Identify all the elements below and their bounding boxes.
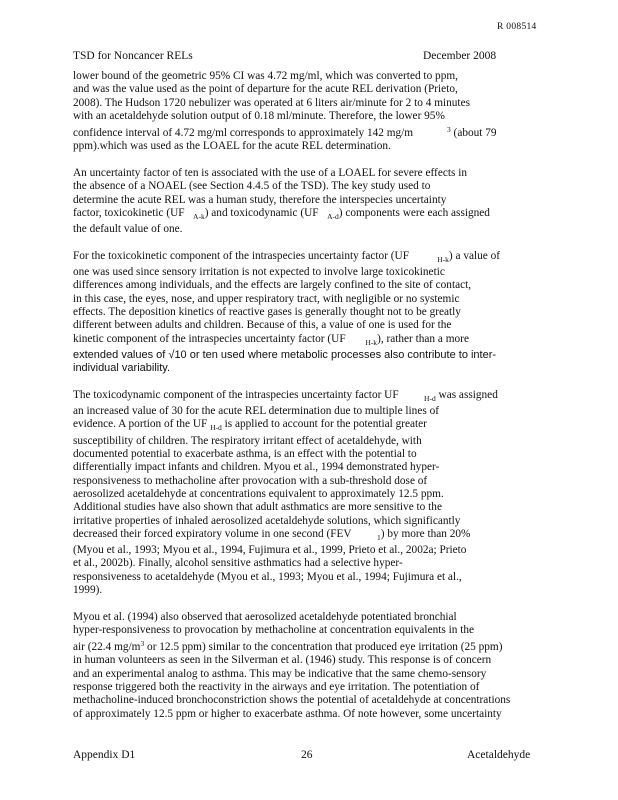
paragraph-5 bbox=[73, 611, 548, 721]
text-line: Myou et al. (1994) also observed that aerosolized acetaldehyde potentiated bronchial bbox=[73, 610, 457, 623]
paragraph-4 bbox=[73, 389, 548, 597]
text-line: determine the acute REL was a human study, therefore the interspecies uncertainty bbox=[73, 193, 447, 206]
text-line: ) components were each assigned bbox=[338, 206, 490, 219]
paragraph-3 bbox=[73, 250, 548, 376]
text-line: in this case, the eyes, nose, and upper respiratory tract, with negligible or no systemic bbox=[73, 292, 460, 305]
text-line: 1999). bbox=[73, 583, 103, 596]
text-line: responsiveness to methacholine after provocation with a sub-threshold dose of bbox=[73, 474, 428, 487]
text-line: extended values of √10 or ten used where metabolic processes also contribute to inter- bbox=[73, 348, 497, 361]
text-line: An uncertainty factor of ten is associated with the use of a LOAEL for severe effects in bbox=[73, 167, 467, 180]
text-line: ) a value of bbox=[448, 249, 501, 262]
footer-chemical: Acetaldehyde bbox=[467, 749, 531, 761]
text-line: evidence. A portion of the UF bbox=[73, 418, 208, 431]
text-line: or 12.5 ppm) similar to the concentration that produced eye irritation (25 ppm) bbox=[144, 641, 503, 654]
text-line: of approximately 12.5 ppm or higher to exacerbate asthma. Of note however, some uncertainty bbox=[73, 707, 502, 720]
text-line: ) by more than 20% bbox=[380, 527, 471, 540]
text-line: an increased value of 30 for the acute REL determination due to multiple lines of bbox=[73, 405, 439, 418]
text-line: ) and toxicodynamic (UF bbox=[204, 206, 319, 219]
subscript: H-d bbox=[424, 393, 436, 403]
paragraph-1 bbox=[73, 70, 548, 154]
header-date: December 2008 bbox=[423, 50, 497, 62]
text-line: The toxicodynamic component of the intraspecies uncertainty factor UF bbox=[73, 388, 399, 401]
text-line: factor, toxicokinetic (UF bbox=[73, 206, 185, 219]
text-line: susceptibility of children. The respiratory irritant effect of acetaldehyde, with bbox=[73, 434, 422, 447]
text-line: with an acetaldehyde solution output of 0.18 ml/minute. Therefore, the lower 95% bbox=[73, 109, 445, 122]
text-line: the default value of one. bbox=[73, 223, 183, 236]
document-body bbox=[73, 70, 548, 734]
text-line: in human volunteers as seen in the Silverman et al. (1946) study. This response is of concern bbox=[73, 654, 492, 667]
footer-appendix: Appendix D1 bbox=[73, 749, 136, 761]
text-line: et al., 2002b). Finally, alcohol sensitive asthmatics had a selective hyper- bbox=[73, 557, 403, 570]
text-line: documented potential to exacerbate asthma, is an effect with the potential to bbox=[73, 448, 417, 461]
text-line: confidence interval of 4.72 mg/ml corresponds to approximately 142 mg/m bbox=[73, 127, 414, 140]
text-line: responsiveness to acetaldehyde (Myou et al., 1993; Myou et al., 1994; Fujimura et al., bbox=[73, 570, 462, 583]
text-line: For the toxicokinetic component of the intraspecies uncertainty factor (UF bbox=[73, 249, 409, 262]
subscript: H-d bbox=[210, 423, 222, 433]
text-line: lower bound of the geometric 95% CI was 4.72 mg/ml, which was converted to ppm, bbox=[73, 70, 458, 82]
text-line: and was the value used as the point of departure for the acute REL derivation (Prieto, bbox=[73, 83, 458, 96]
text-line: (Myou et al., 1993; Myou et al., 1994, Fujimura et al., 1999, Prieto et al., 2002a; Prieto bbox=[73, 544, 467, 557]
footer-page-number: 26 bbox=[301, 749, 313, 761]
superscript: 3 bbox=[140, 639, 145, 649]
text-line: one was used since sensory irritation is not expected to involve large toxicokinetic bbox=[73, 266, 445, 279]
text-line: is applied to account for the potential greater bbox=[221, 418, 427, 431]
text-line: hyper-responsiveness to provocation by methacholine at concentration equivalents in the bbox=[73, 623, 475, 636]
text-line: was assigned bbox=[435, 388, 498, 401]
header-title: TSD for Noncancer RELs bbox=[73, 50, 193, 62]
text-line: differences among individuals, and the effects are largely confined to the site of contact, bbox=[73, 279, 472, 292]
text-line: ppm).which was used as the LOAEL for the acute REL determination. bbox=[73, 140, 391, 153]
subscript: H-k bbox=[365, 337, 378, 347]
paragraph-2 bbox=[73, 167, 548, 236]
subscript: A-d bbox=[327, 211, 339, 221]
subscript: H-k bbox=[437, 254, 449, 264]
text-line: differentially impact infants and children. Myou et al., 1994 demonstrated hyper- bbox=[73, 461, 440, 474]
text-line: individual variability. bbox=[73, 362, 171, 375]
text-line: 2008). The Hudson 1720 nebulizer was operated at 6 liters air/minute for 2 to 4 minutes bbox=[73, 96, 470, 109]
text-line: air (22.4 mg/m bbox=[73, 641, 141, 654]
subscript: A-k bbox=[193, 211, 205, 221]
superscript: 3 bbox=[446, 125, 451, 135]
text-line: (about 79 bbox=[450, 127, 497, 140]
text-line: aerosolized acetaldehyde at concentrations equivalent to approximately 12.5 ppm. bbox=[73, 487, 444, 500]
text-line: ), rather than a more bbox=[377, 332, 469, 345]
document-number: R 008514 bbox=[497, 22, 537, 32]
text-line: methacholine-induced bronchoconstriction shows the potential of acetaldehyde at concentrations bbox=[73, 694, 511, 707]
text-line: different between adults and children. Because of this, a value of one is used for the bbox=[73, 319, 452, 332]
text-line: Additional studies have also shown that adult asthmatics are more sensitive to the bbox=[73, 501, 442, 514]
subscript: 1 bbox=[376, 532, 381, 542]
text-line: kinetic component of the intraspecies uncertainty factor (UF bbox=[73, 332, 346, 345]
text-line: irritative properties of inhaled aerosolized acetaldehyde solutions, which significantly bbox=[73, 514, 461, 527]
text-line: the absence of a NOAEL (see Section 4.4.5 of the TSD). The key study used to bbox=[73, 180, 431, 193]
text-line: decreased their forced expiratory volume in one second (FEV bbox=[73, 527, 352, 540]
text-line: and an experimental analog to asthma. This may be indicative that the same chemo-sensory bbox=[73, 667, 487, 680]
text-line: response triggered both the reactivity in the airways and eye irritation. The potentiation of bbox=[73, 681, 480, 694]
text-line: effects. The deposition kinetics of reactive gases is generally thought not to be greatly bbox=[73, 306, 461, 319]
